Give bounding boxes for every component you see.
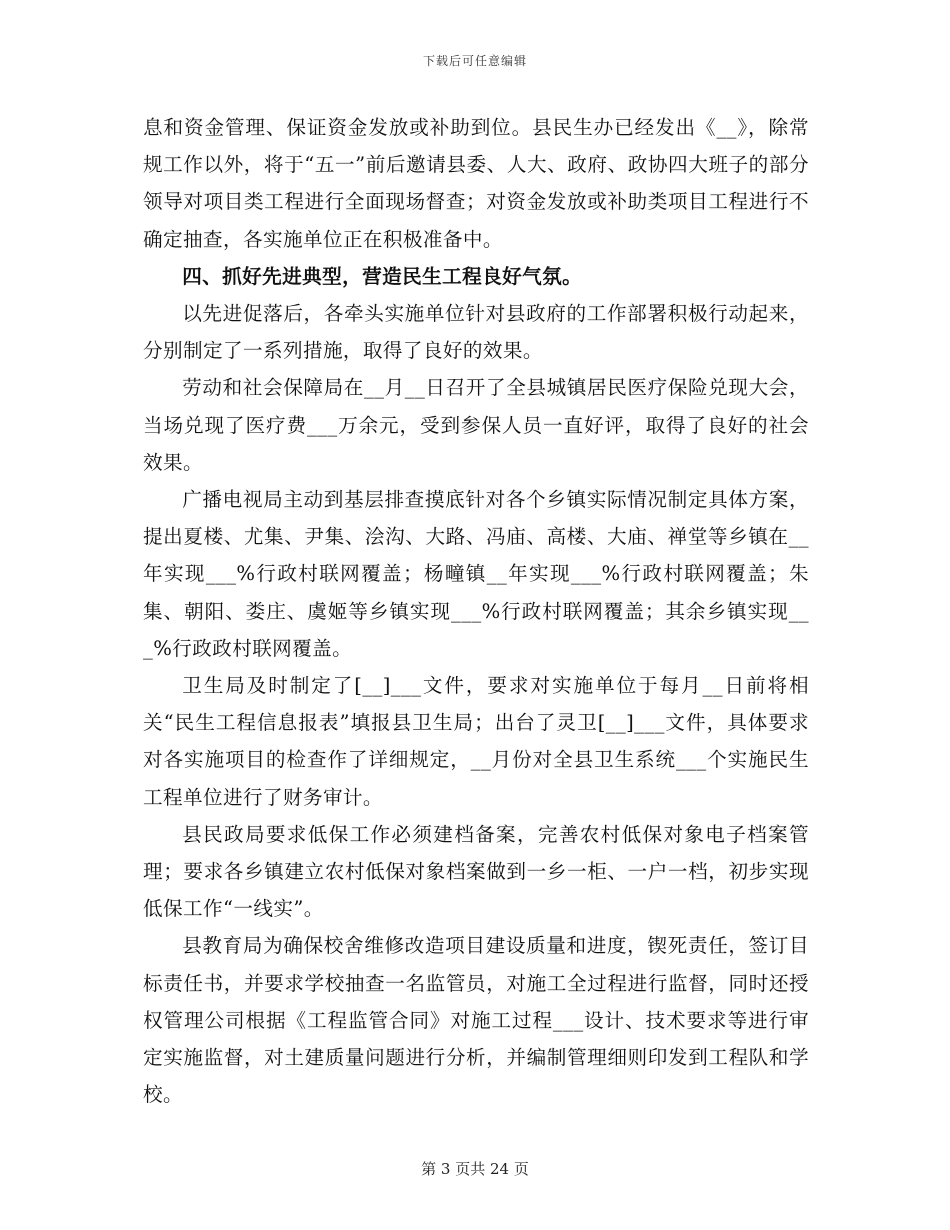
page-footer: 第 3 页共 24 页 xyxy=(421,1160,529,1178)
page-header: 下载后可任意编辑 xyxy=(422,54,527,68)
section-heading: 四、抓好先进典型，营造民生工程良好气氛。 xyxy=(182,264,583,288)
paragraph-labor-bureau: 劳动和社会保障局在__月__日召开了全县城镇居民医疗保险兑现大会，当场兑现了医疗费___万余元，受到参保人员一直好评，取得了良好的社会效果。 xyxy=(143,376,809,474)
paragraph-education-bureau: 县教育局为确保校舍维修改造项目建设质量和进度，锲死责任，签订目标责任书，并要求学校抽查一名监管员，对施工全过程进行监督，同时还授权管理公司根据《工程监管合同》对施工过程___设计、技术要求等进行审定实施监督，对土建质量问题进行分析，并编制管理细则印发到工程队和学校。 xyxy=(143,934,809,1107)
paragraph-intro: 以先进促落后，各牵头实施单位针对县政府的工作部署积极行动起来，分别制定了一系列措施，取得了良好的效果。 xyxy=(143,302,809,363)
document-body xyxy=(143,109,809,1113)
paragraph-broadcast-bureau: 广播电视局主动到基层排查摸底针对各个乡镇实际情况制定具体方案，提出夏楼、尤集、尹集、浍沟、大路、冯庙、高楼、大庙、禅堂等乡镇在__年实现___%行政村联网覆盖；杨疃镇__年实现___%行政村联网覆盖；朱集、朝阳、娄庄、虞姬等乡镇实现___%行政村联网覆盖；其余乡镇实现___%行政政村联网覆盖。 xyxy=(143,488,809,660)
paragraph-health-bureau: 卫生局及时制定了[__]___文件，要求对实施单位于每月__日前将相关“民生工程信息报表”填报县卫生局；出台了灵卫[__]___文件，具体要求对各实施项目的检查作了详细规定，__月份对全县卫生系统___个实施民生工程单位进行了财务审计。 xyxy=(143,674,809,809)
paragraph-civil-affairs-bureau: 县民政局要求低保工作必须建档备案，完善农村低保对象电子档案管理；要求各乡镇建立农村低保对象档案做到一乡一柜、一户一档，初步实现低保工作“一线实”。 xyxy=(143,822,809,921)
paragraph-continuation: 息和资金管理、保证资金发放或补助到位。县民生办已经发出《__》，除常规工作以外，将于“五一”前后邀请县委、人大、政府、政协四大班子的部分领导对项目类工程进行全面现场督查；对资金发放或补助类项目工程进行不确定抽查，各实施单位正在积极准备中。 xyxy=(143,116,809,251)
